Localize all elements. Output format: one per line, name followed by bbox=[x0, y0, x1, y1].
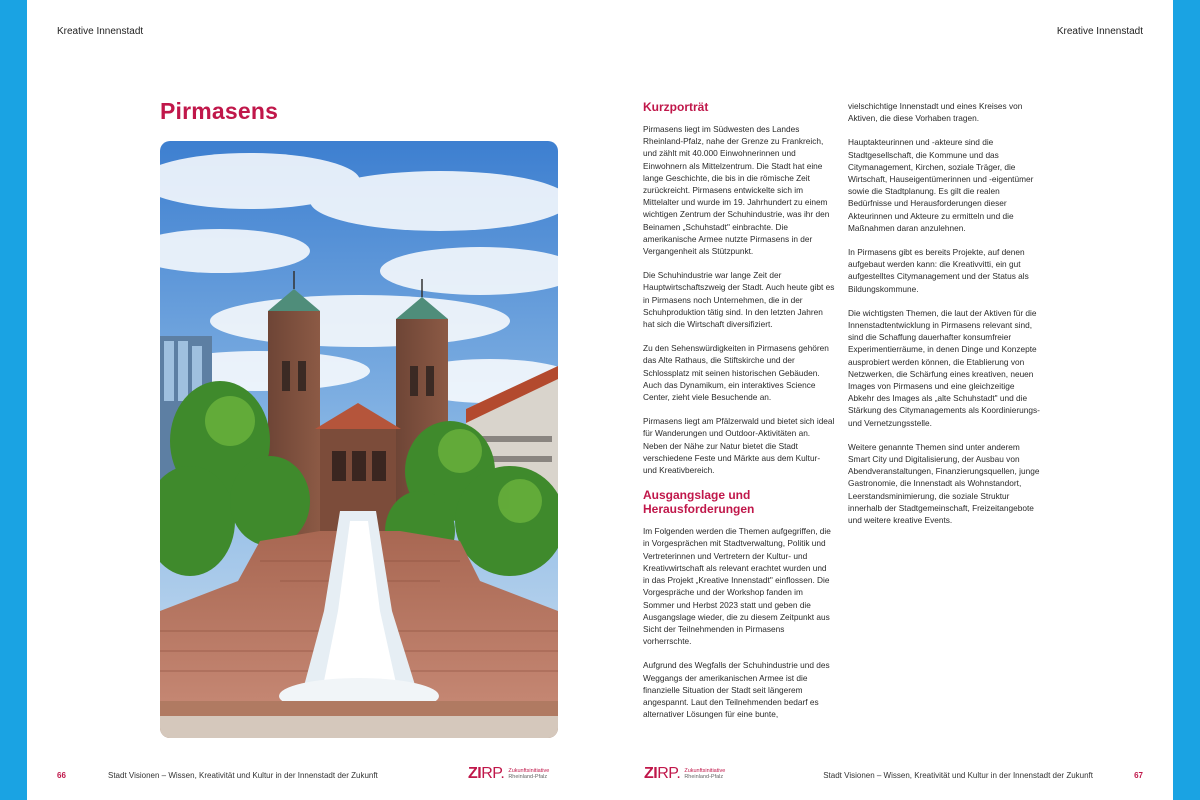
zirp-logo-left bbox=[468, 765, 549, 783]
paragraph: Hauptakteurinnen und -akteure sind die Stadtgesellschaft, die Kommune und das Citymanagement, Kirchen, soziale Träger, die Wirtschaft, Hauseigentümerinnen und -eigentümer sowie die Stadtplanung. Es gilt die realen Bedürfnisse und Herausforderungen dieser Akteurinnen und Akteure zu ermitteln und die Maßnahmen daran anzulehnen. bbox=[848, 137, 1034, 233]
paragraph: Die Schuhindustrie war lange Zeit der Hauptwirtschaftszweig der Stadt. Auch heute gibt es in Pirmasens noch Unternehmen, die in der Schuhproduktion tätig sind. In den letzten Jahren hat sich die Wirtschaft diversifiziert. bbox=[643, 270, 835, 330]
paragraph: vielschichtige Innenstadt und eines Kreises von Aktiven, die diese Vorhaben tragen. bbox=[848, 101, 1023, 124]
zirp-logo-mark: ZIRP. bbox=[644, 765, 681, 782]
footer-title-left: Stadt Visionen – Wissen, Kreativität und Kultur in der Innenstadt der Zukunft bbox=[108, 771, 378, 780]
book-spread bbox=[27, 0, 1173, 800]
page-number-right: 67 bbox=[1134, 771, 1143, 780]
zirp-logo-right bbox=[644, 765, 725, 783]
paragraph: Pirmasens liegt am Pfälzerwald und bietet sich ideal für Wanderungen und Outdoor-Aktivitäten an. Neben der Nähe zur Natur bietet die Stadt verschiedene Feste und Märkte aus dem Kultur- und Kreativbereich. bbox=[643, 416, 835, 476]
side-stripe-right bbox=[1173, 0, 1200, 800]
section-heading-ausgangslage: Ausgangslage und Herausforderungen bbox=[643, 488, 755, 517]
text-column-1 bbox=[643, 100, 835, 732]
section-heading-kurzportraet: Kurzporträt bbox=[643, 100, 709, 114]
zirp-logo-mark: ZIRP. bbox=[468, 765, 505, 782]
text-column-2 bbox=[848, 100, 1040, 538]
page-number-left: 66 bbox=[57, 771, 66, 780]
paragraph: In Pirmasens gibt es bereits Projekte, auf denen aufgebaut werden kann: die Kreativvitti, ein gut aufgestelltes Citymanagement und der Status als Bildungskommune. bbox=[848, 247, 1029, 294]
paragraph: Zu den Sehenswürdigkeiten in Pirmasens gehören das Alte Rathaus, die Stiftskirche und der Schlossplatz mit seinen historischen Gebäuden. Auch das Dynamikum, ein interaktives Science Center, zieht viele Besuchende an. bbox=[643, 343, 829, 403]
city-photo bbox=[160, 141, 558, 738]
paragraph: Weitere genannte Themen sind unter anderem Smart City und Digitalisierung, der Ausbau von Abendveranstaltungen, Finanzierungsquellen, junge Gastronomie, die Innenstadt als Wohnstandort, Leerstandsminimierung, die soziale Struktur innerhalb der Stadtgemeinschaft, Freizeitangebote und weitere kreative Events. bbox=[848, 441, 1040, 526]
paragraph: Pirmasens liegt im Südwesten des Landes Rheinland-Pfalz, nahe der Grenze zu Frankreich, und zählt mit 40.000 Einwohnerinnen und Einwohnern als Mittelzentrum. Die Stadt hat eine lange Geschichte, die bis in die römische Zeit zurückreicht. Pirmasens entwickelte sich im Mittelalter und wurde im 19. Jahrhundert zu einem wichtigen Zentrum der Schuhindustrie, was ihr den Beinamen „Schuhstadt" einbrachte. Die amerikanische Armee nutzte Pirmasens in der Vergangenheit als Stützpunkt. bbox=[643, 124, 830, 257]
paragraph: Die wichtigsten Themen, die laut der Aktiven für die Innenstadtentwicklung in Pirmasens relevant sind, sind die Schaffung dauerhafter konsumfreier Experimentierräume, in denen Dinge und Konzepte ausprobiert werden können, die Etablierung von Netzwerken, die Schärfung eines kreativen, neuen Images von Pirmasens und eine gleichzeitige Abkehr des Images als „alte Schuhstadt" und die Stärkung des Citymanagements als Koordinierungs- und Vernetzungsstelle. bbox=[848, 307, 1040, 428]
zirp-logo-text: Zukunftsinitiative Rheinland-Pfalz bbox=[508, 767, 550, 780]
paragraph: Aufgrund des Wegfalls der Schuhindustrie und des Weggangs der amerikanischen Armee ist die finanzielle Situation der Stadt seit längerem angespannt. Laut den Teilnehmenden bedarf es alternativer Lösungen für eine bunte, bbox=[643, 660, 830, 720]
zirp-logo-text: Zukunftsinitiative Rheinland-Pfalz bbox=[684, 767, 726, 780]
page-title: Pirmasens bbox=[160, 98, 279, 124]
footer-title-right: Stadt Visionen – Wissen, Kreativität und Kultur in der Innenstadt der Zukunft bbox=[823, 771, 1093, 780]
running-head-right: Kreative Innenstadt bbox=[1056, 26, 1143, 37]
running-head-left: Kreative Innenstadt bbox=[57, 26, 144, 37]
paragraph: Im Folgenden werden die Themen aufgegriffen, die in Vorgesprächen mit Stadtverwaltung, Politik und Vertreterinnen und Vertretern der Kultur- und Kreativwirtschaft als relevant erachtet wurden und in das Projekt „Kreative Innenstadt" einflossen. Die Vorgespräche und der Workshop fanden im Sommer und Herbst 2023 statt und geben die Ausgangslage wieder, die zu diesem Zeitpunkt aus Sicht der Teilnehmenden in Pirmasens vorherrschte. bbox=[643, 526, 831, 647]
side-stripe-left bbox=[0, 0, 27, 800]
